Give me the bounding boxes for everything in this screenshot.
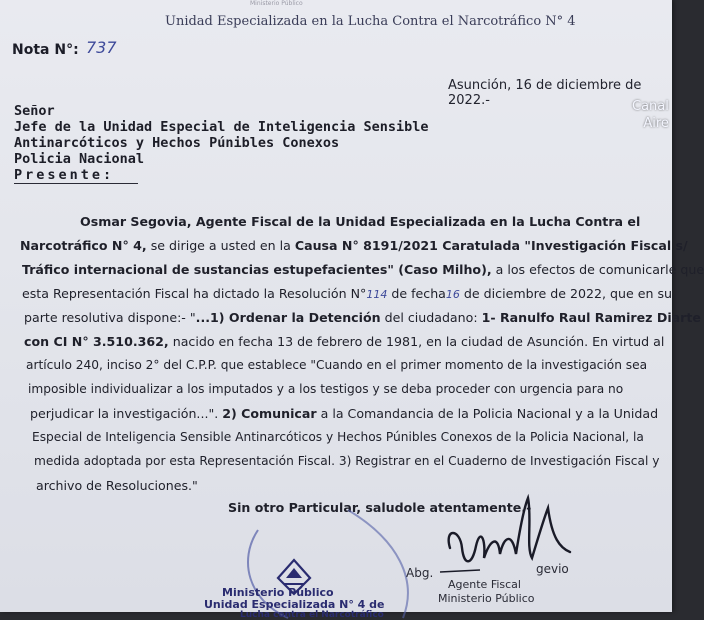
- recipient-line-2: Antinarcóticos y Hechos Púnibles Conexos: [14, 135, 340, 151]
- body-row-7: artículo 240, inciso 2° del C.P.P. que establece "Cuando en el primer momento de la investigación sea: [26, 358, 648, 372]
- recipient-line-3: Policia Nacional: [14, 151, 145, 167]
- letterhead-title: Unidad Especializada en la Lucha Contra el Narcotráfico N° 4: [165, 14, 576, 29]
- seal-text-line-2: Unidad Especializada N° 4 de: [204, 598, 385, 611]
- body-row-10: Especial de Inteligencia Sensible Antinarcóticos y Hechos Púnibles Conexos de la Policia Nacional, la: [32, 430, 644, 444]
- watermark-line-1: Canal: [632, 99, 669, 114]
- body-row-1: Osmar Segovia, Agente Fiscal de la Unidad Especializada en la Lucha Contra el: [80, 214, 641, 229]
- watermark-line-2: Aire: [643, 116, 669, 131]
- nota-label: Nota N°:: [12, 42, 79, 58]
- body-text-bold: 1- Ranulfo Raul Ramirez Diarte: [481, 310, 701, 325]
- body-row-11: medida adoptada por esta Representación Fiscal. 3) Registrar en el Cuaderno de Investigación Fiscal y: [34, 454, 660, 468]
- signature-name-fragment: gevio: [536, 562, 569, 576]
- presente-underline: [14, 183, 138, 184]
- body-row-6: [24, 334, 664, 349]
- body-text: del ciudadano:: [380, 310, 482, 325]
- body-row-12: archivo de Resoluciones.": [36, 478, 198, 493]
- body-text: de diciembre de 2022, que en su: [459, 286, 673, 301]
- recipient-line-1: Jefe de la Unidad Especial de Inteligencia Sensible: [14, 119, 429, 135]
- body-row-3: [22, 262, 704, 277]
- body-text: a la Comandancia de la Policia Nacional y a la Unidad: [316, 406, 659, 421]
- body-text-bold: Narcotráfico N° 4,: [20, 238, 147, 253]
- body-text: a los efectos de comunicarle que: [491, 262, 704, 277]
- letter-date: Asunción, 16 de diciembre de 2022.-: [448, 78, 642, 108]
- body-text: esta Representación Fiscal ha dictado la Resolución N°: [22, 286, 367, 301]
- signature-role: Agente Fiscal: [448, 578, 521, 591]
- body-row-5: [24, 310, 701, 325]
- body-row-9: [30, 406, 658, 421]
- handwritten-day: 16: [445, 288, 460, 301]
- seal-text-line-3: Lucha contra el Narcotráfico: [240, 610, 384, 620]
- body-text: de fecha: [387, 286, 446, 301]
- signature-institution: Ministerio Público: [438, 592, 535, 605]
- recipient-presente: Presente:: [14, 167, 115, 183]
- body-row-2: [20, 238, 688, 253]
- handwritten-resolution-number: 114: [366, 288, 388, 301]
- letterhead-faint-text: Ministerio Público: [250, 0, 303, 7]
- body-row-8: imposible individualizar a los imputados y a los testigos y se deba proceder con urgencia para no: [28, 382, 624, 396]
- body-text: se dirige a usted en la: [146, 238, 295, 253]
- tv-watermark: [632, 98, 669, 132]
- body-text-bold: Tráfico internacional de sustancias estupefacientes" (Caso Milho),: [22, 262, 492, 277]
- body-row-4: [22, 286, 672, 301]
- signature-abg: Abg.: [406, 566, 434, 580]
- closing-line: Sin otro Particular, saludole atentamente.-: [228, 500, 532, 515]
- nota-number-handwritten: 737: [86, 38, 117, 57]
- body-text-bold: Causa N° 8191/2021 Caratulada "Investigación Fiscal s/: [294, 238, 688, 253]
- body-text: nacido en fecha 13 de febrero de 1981, en la ciudad de Asunción. En virtud al: [168, 334, 665, 349]
- body-text: parte resolutiva dispone:- ": [24, 310, 196, 325]
- handwritten-signature: [420, 488, 600, 588]
- seal-text-line-1: Ministerio Público: [222, 586, 334, 599]
- body-text-bold: 2) Comunicar: [222, 406, 317, 421]
- body-text-bold: con CI N° 3.510.362,: [24, 334, 169, 349]
- recipient-salutation: Señor: [14, 103, 55, 119]
- body-text: perjudicar la investigación...".: [30, 406, 223, 421]
- body-text-bold: ...1) Ordenar la Detención: [195, 310, 381, 325]
